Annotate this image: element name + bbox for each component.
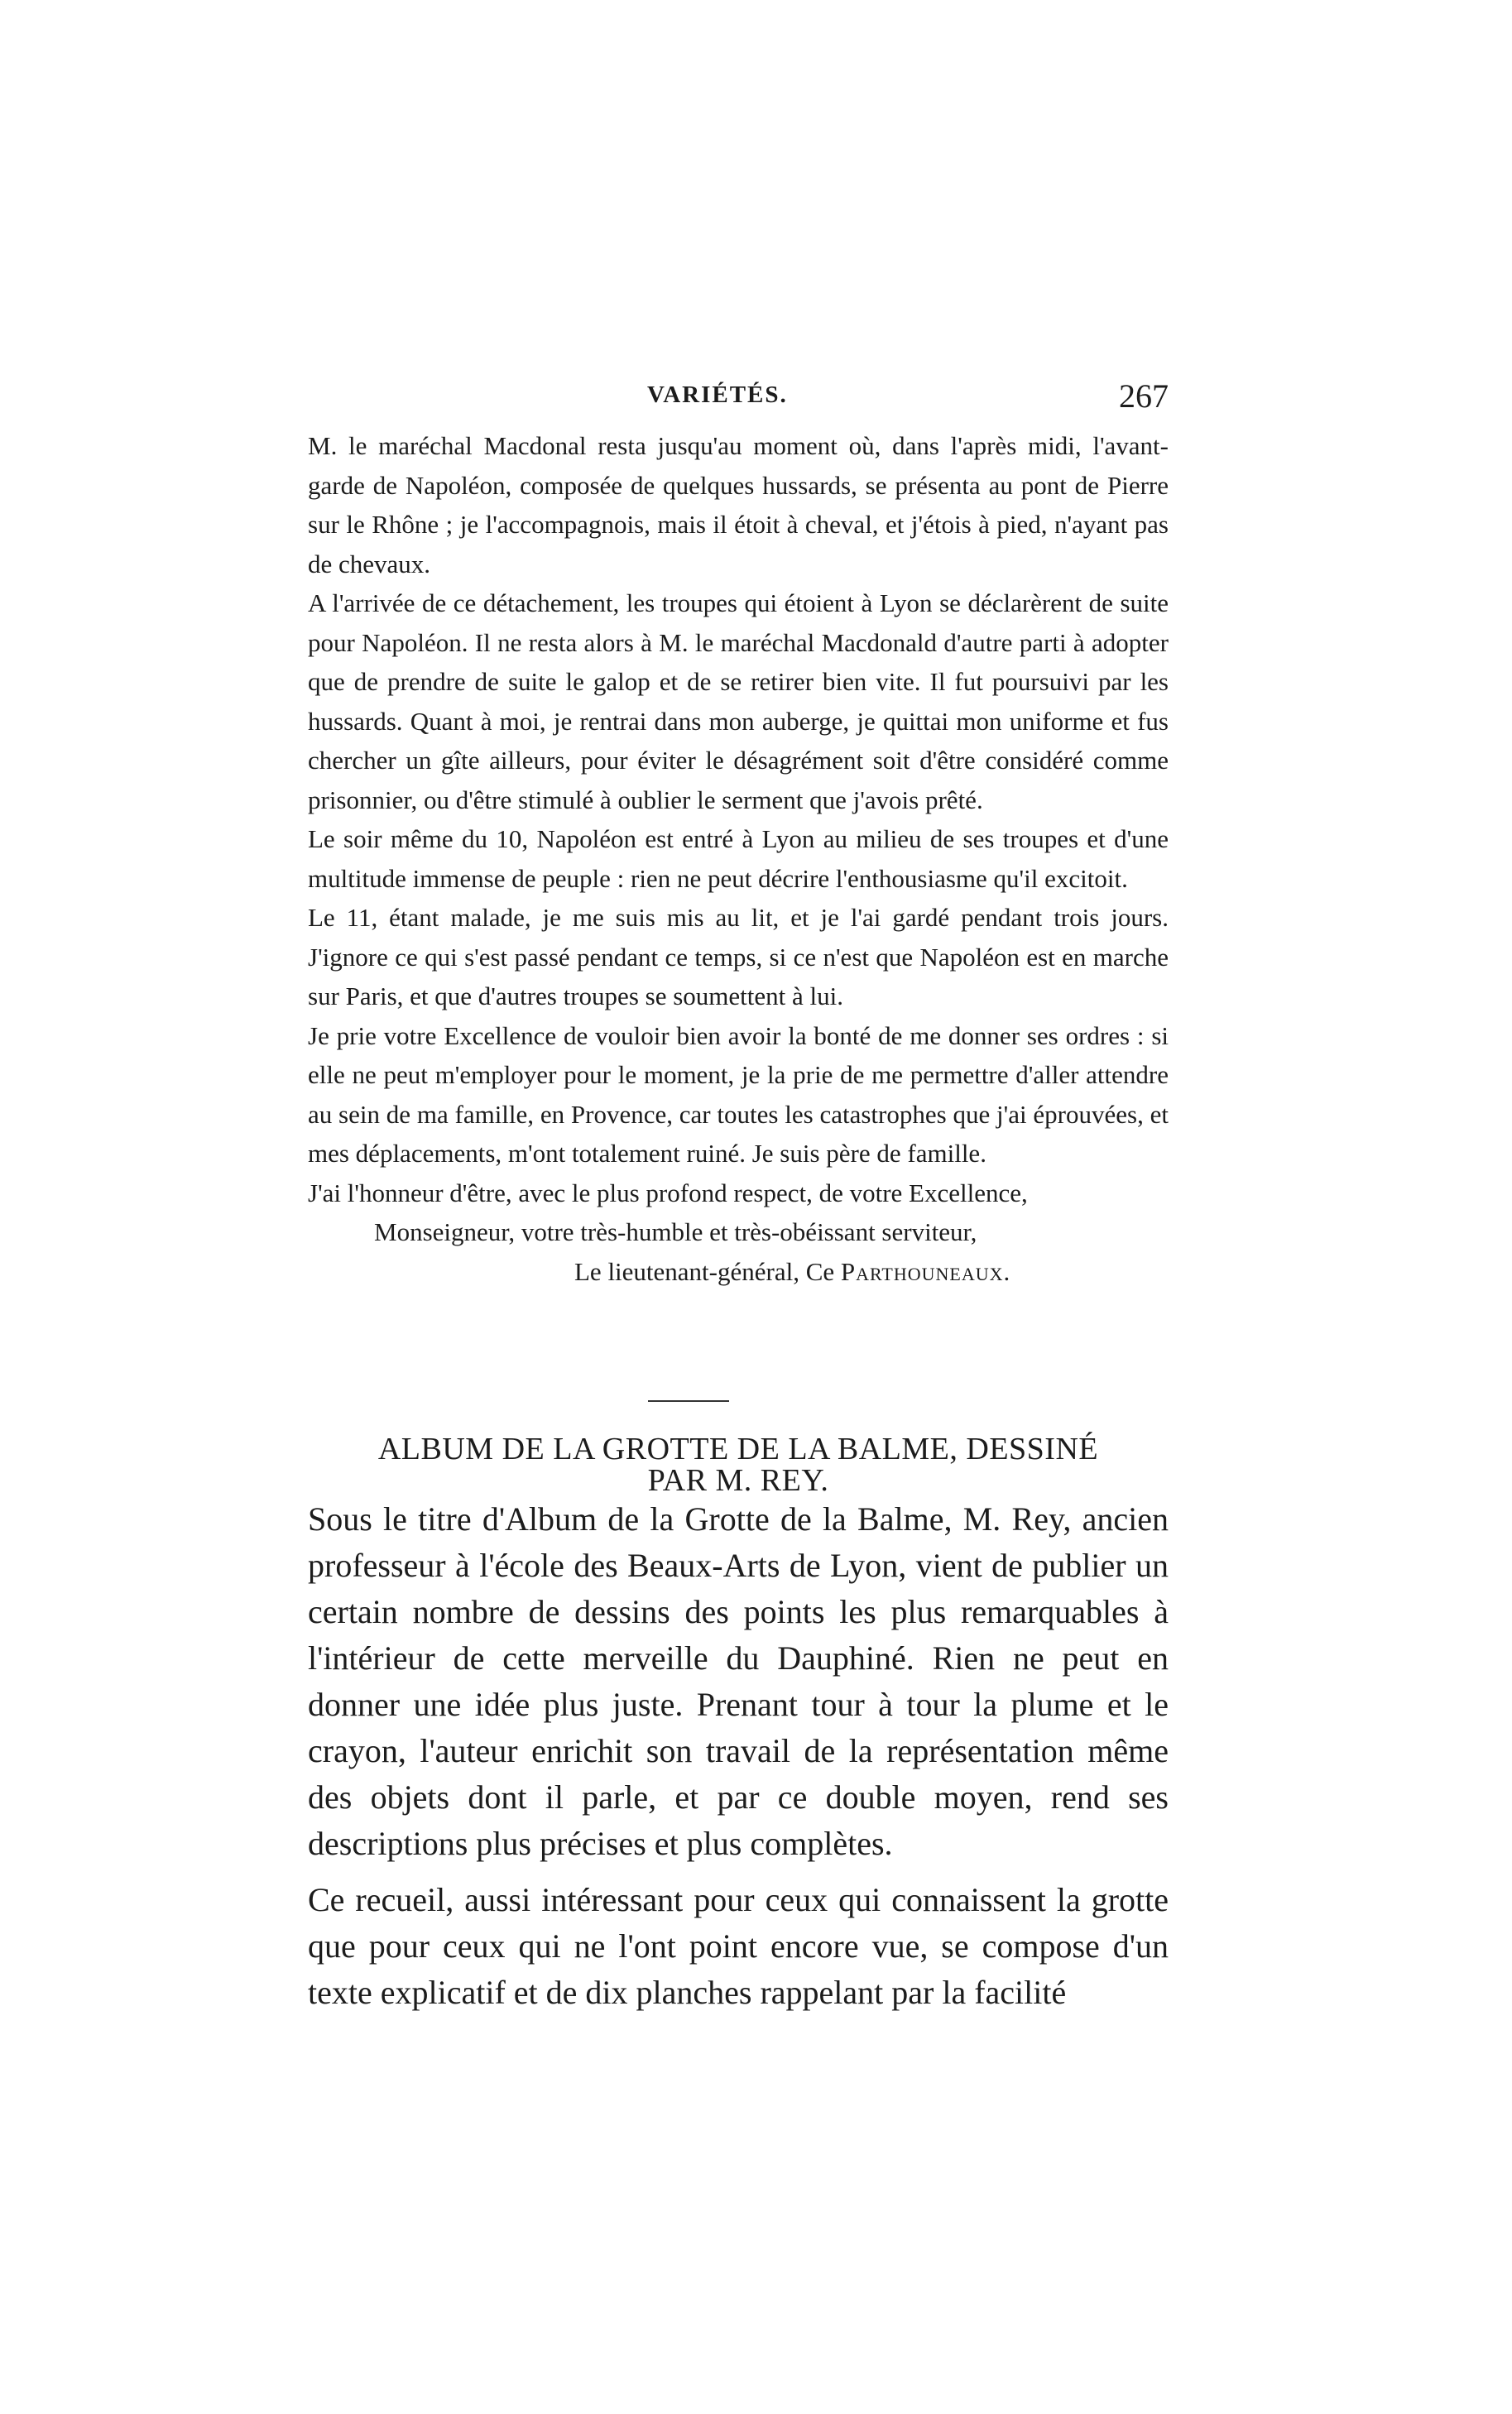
letter-paragraph-2: A l'arrivée de ce détachement, les troupes qui étoient à Lyon se déclarèrent de suite pour Napoléon. Il ne resta alors à M. le maréchal Macdonald d'autre parti à adopter que de prendre de suite le galop et de se retirer bien vite. Il fut poursuivi par les hussards. Quant à moi, je rentrai dans mon auberge, je quittai mon uniforme et fus chercher un gîte ailleurs, pour éviter le désagrément soit d'être considéré comme prisonnier, ou d'être stimulé à oublier le serment que j'avois prêté. bbox=[308, 588, 1169, 814]
running-head bbox=[308, 377, 1169, 418]
letter-text bbox=[308, 426, 1169, 1291]
letter-paragraph-1: M. le maréchal Macdonal resta jusqu'au moment où, dans l'après midi, l'avant-garde de Napoléon, composée de quelques hussards, se présenta au pont de Pierre sur le Rhône ; je l'accompagnois, mais il étoit à cheval, et j'étois à pied, n'ayant pas de chevaux. bbox=[308, 431, 1169, 578]
signature-name: Parthouneaux. bbox=[840, 1256, 1011, 1286]
article-heading-line-2: PAR M. REY. bbox=[647, 1463, 829, 1498]
running-title: VARIÉTÉS. bbox=[647, 382, 788, 408]
article-heading-line-1: ALBUM DE LA GROTTE DE LA BALME, DESSINÉ bbox=[377, 1432, 1099, 1466]
article-text bbox=[308, 1496, 1169, 2016]
page-number: 267 bbox=[1119, 377, 1169, 415]
section-separator bbox=[648, 1400, 729, 1402]
letter-paragraph-5: Je prie votre Excellence de vouloir bien avoir la bonté de me donner ses ordres : si elle ne peut m'employer pour le moment, je la prie de me permettre d'aller attendre au sein de ma famille, en Provence, car toutes les catastrophes que j'ai éprouvées, et mes déplacements, m'ont totalement ruiné. Je suis père de famille. bbox=[308, 1020, 1169, 1168]
signature-prefix: Le lieutenant-général, Ce bbox=[574, 1256, 835, 1286]
letter-signature bbox=[308, 1252, 1169, 1292]
article-paragraph-1: Sous le titre d'Album de la Grotte de la Balme, M. Rey, ancien professeur à l'école des Beaux-Arts de Lyon, vient de publier un certain nombre de dessins des points les plus remarquables à l'intérieur de cette merveille du Dauphiné. Rien ne peut en donner une idée plus juste. Prenant tour à tour la plume et le crayon, l'auteur enrichit son travail de la représentation même des objets dont il parle, et par ce double moyen, rend ses descriptions plus précises et plus complètes. bbox=[308, 1500, 1169, 1862]
letter-paragraph-4: Le 11, étant malade, je me suis mis au lit, et je l'ai gardé pendant trois jours. J'ignore ce qui s'est passé pendant ce temps, si ce n'est que Napoléon est en marche sur Paris, et que d'autres troupes se soumettent à lui. bbox=[308, 903, 1169, 1010]
letter-closing-line-2: Monseigneur, votre très-humble et très-obéissant serviteur, bbox=[374, 1217, 977, 1246]
article-heading bbox=[308, 1433, 1169, 1496]
letter-paragraph-3: Le soir même du 10, Napoléon est entré à Lyon au milieu de ses troupes et d'une multitude immense de peuple : rien ne peut décrire l'enthousiasme qu'il excitoit. bbox=[308, 824, 1169, 893]
letter-closing-line-1: J'ai l'honneur d'être, avec le plus profond respect, de votre Excellence, bbox=[308, 1178, 1028, 1207]
article-paragraph-2: Ce recueil, aussi intéressant pour ceux qui connaissent la grotte que pour ceux qui ne l'ont point encore vue, se compose d'un texte explicatif et de dix planches rappelant par la facilité bbox=[308, 1881, 1169, 2011]
paragraph-spacer bbox=[308, 1867, 1169, 1877]
